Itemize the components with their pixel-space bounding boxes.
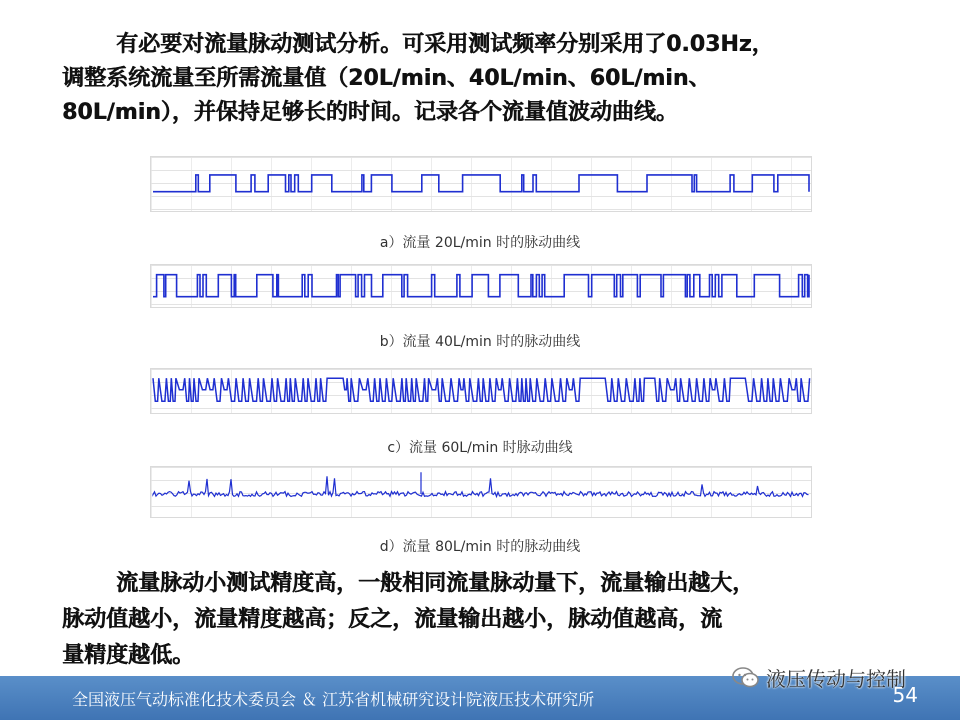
intro-line-2: 调整系统流量至所需流量值（20L/min、40L/min、60L/min、 — [62, 66, 711, 91]
pulse-waveform-60 — [151, 369, 813, 415]
pulse-waveform-40 — [151, 265, 813, 309]
page-number: 54 — [892, 683, 918, 707]
intro-line-1: 有必要对流量脉动测试分析。可采用测试频率分别采用了0.03Hz， — [116, 32, 774, 57]
pulse-chart-80 — [150, 466, 812, 518]
caption-20: a）流量 20L/min 时的脉动曲线 — [379, 235, 581, 251]
wechat-icon — [732, 667, 760, 689]
footer-text: 全国液压气动标准化技术委员会 ＆ 江苏省机械研究设计院液压技术研究所 — [72, 690, 595, 709]
waveform-trace — [153, 472, 809, 496]
pulse-waveform-20 — [151, 157, 813, 213]
pulse-chart-60 — [150, 368, 812, 414]
caption-60: c）流量 60L/min 时脉动曲线 — [387, 440, 573, 456]
caption-40: b）流量 40L/min 时的脉动曲线 — [379, 334, 581, 350]
pulse-chart-20 — [150, 156, 812, 212]
summary-paragraph — [62, 566, 912, 674]
waveform-trace — [153, 275, 809, 297]
intro-line-3: 80L/min），并保持足够长的时间。记录各个流量值波动曲线。 — [62, 100, 678, 125]
watermark — [732, 663, 906, 692]
waveform-trace — [153, 378, 810, 401]
summary-line-3: 量精度越低。 — [62, 643, 195, 668]
caption-80: d）流量 80L/min 时的脉动曲线 — [379, 539, 581, 555]
pulse-chart-40 — [150, 264, 812, 308]
pulse-waveform-80 — [151, 467, 813, 519]
watermark-text: 液压传动与控制 — [766, 667, 906, 691]
intro-paragraph — [62, 28, 912, 130]
summary-line-1: 流量脉动小测试精度高，一般相同流量脉动量下，流量输出越大， — [116, 571, 755, 596]
summary-line-2: 脉动值越小，流量精度越高；反之，流量输出越小，脉动值越高，流 — [62, 607, 723, 632]
waveform-trace — [153, 175, 809, 192]
